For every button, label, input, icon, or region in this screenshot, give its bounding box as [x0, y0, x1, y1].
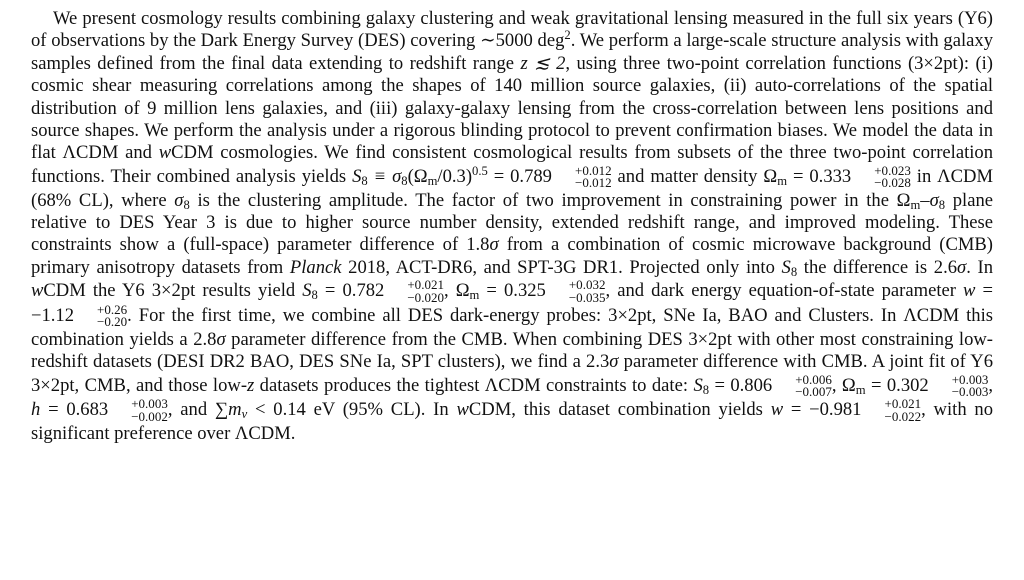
text: . In	[966, 256, 993, 278]
error-upper: +0.032	[568, 277, 606, 293]
error-lower: −0.007	[795, 383, 832, 399]
error-lower: −0.003	[951, 383, 989, 399]
subscript: 8	[401, 173, 408, 188]
text: and matter density Ω	[611, 165, 778, 187]
math-w: w	[31, 280, 44, 302]
math-S: S	[781, 256, 791, 278]
superscript: 2	[564, 28, 571, 43]
asymmetric-error	[930, 371, 989, 399]
text: , with no significant preference over ΛCDM.	[31, 399, 993, 445]
text: is the clustering amplitude. The factor of two improvement in constraining power in the Ω	[189, 189, 911, 211]
asymmetric-error	[553, 162, 612, 191]
subscript: m	[855, 382, 866, 397]
error-upper: +0.021	[407, 277, 444, 293]
math: –σ	[920, 189, 939, 211]
text: in ΛCDM (68% CL), where	[31, 165, 994, 211]
subscript: 8	[361, 173, 368, 188]
asymmetric-error	[109, 398, 168, 423]
math-S: S	[302, 280, 312, 302]
subscript: m	[469, 288, 480, 303]
asymmetric-error	[385, 279, 444, 304]
text: the difference is 2.6	[797, 256, 958, 278]
subscript: 8	[702, 382, 710, 397]
error-lower: −0.022	[884, 408, 922, 424]
error-upper: +0.003	[951, 371, 989, 387]
planck-italic: Planck	[289, 256, 342, 278]
math: ,	[988, 374, 994, 396]
subscript: m	[427, 173, 438, 188]
text: . We perform a large-scale structure analysis with galaxy samples defined from the final data extending to redshift range	[31, 30, 993, 74]
math-sigma: σ	[174, 189, 184, 211]
math-h: h	[31, 399, 41, 421]
math: = −1.12	[31, 280, 994, 326]
text: CDM, this dataset combination yields	[468, 399, 771, 421]
error-lower: −0.002	[131, 408, 168, 424]
subscript: 8	[938, 197, 946, 212]
text: parameter difference with CMB. A joint fit of Y6 3×2pt, CMB, and those low-	[31, 351, 993, 396]
text: < 0.14 eV (95% CL). In	[247, 399, 457, 421]
subscript: 8	[790, 264, 798, 279]
asymmetric-error	[773, 371, 832, 399]
asymmetric-error	[862, 398, 921, 423]
text: We present cosmology results combining galaxy clustering and weak gravitational lensing measured in the full six years (Y6) of observations by the Dark Energy Survey (DES) covering ∼5000 deg	[31, 8, 993, 52]
subscript: 8	[311, 288, 318, 303]
text: , using three two-point correlation functions (3×2pt): (i) cosmic shear measuring correlations among the shapes of 140 million source galaxies, (ii) auto-correlations of the spatial distribution of 9 million lens galaxies, and (iii) galaxy-galaxy lensing from the cross-correlation between lens positions and source shapes. We perform the analysis under a rigorous blinding protocol to prevent confirmation biases. We model the data in flat ΛCDM and	[31, 52, 993, 164]
math: = 0.806	[709, 374, 773, 396]
abstract-paragraph	[31, 8, 993, 445]
math-S: S	[352, 165, 362, 187]
math-sigma: σ	[957, 256, 967, 278]
text: datasets produces the tightest ΛCDM constraints to date:	[254, 374, 694, 396]
text: , and dark energy equation-of-state parameter	[605, 280, 964, 302]
error-lower: −0.012	[574, 175, 612, 191]
math: = 0.789	[487, 165, 552, 187]
error-upper: +0.006	[795, 371, 832, 387]
math-w: w	[963, 280, 976, 302]
error-lower: −0.020	[407, 289, 444, 305]
text: from a combination of cosmic microwave background (CMB) primary anisotropy datasets from	[31, 234, 994, 278]
asymmetric-error	[75, 301, 128, 330]
subscript-nu: ν	[241, 407, 248, 422]
math-m: m	[228, 399, 242, 421]
math-sigma: σ	[489, 234, 499, 256]
math-redshift-range: z ≲ 2	[520, 52, 566, 74]
error-upper: +0.26	[97, 301, 128, 317]
math: , Ω	[831, 374, 856, 396]
math: = 0.302	[865, 374, 929, 396]
subscript: m	[777, 173, 788, 188]
text: . For the first time, we combine all DES dark-energy probes: 3×2pt, SNe Ia, BAO and Clusters. In ΛCDM this combination yields a 2.8	[31, 304, 993, 350]
math-w: w	[158, 142, 172, 164]
math: , Ω	[443, 280, 470, 302]
text: CDM cosmologies. We find consistent cosmological results from subsets of the three two-point correlation functions. Their combined analysis yields	[31, 142, 993, 187]
text: 2018, ACT-DR6, and SPT-3G DR1. Projected only into	[341, 256, 782, 278]
subscript: 8	[183, 197, 190, 212]
text: , and ∑	[167, 399, 229, 421]
text: CDM the Y6 3×2pt results yield	[43, 280, 303, 302]
math-sigma: σ	[216, 328, 226, 350]
math-S: S	[693, 374, 703, 396]
error-upper: +0.012	[574, 162, 612, 178]
subscript: m	[910, 197, 921, 212]
math-z: z	[247, 374, 255, 396]
error-lower: −0.028	[874, 175, 911, 191]
math: = −0.981	[783, 399, 862, 421]
error-upper: +0.021	[884, 396, 922, 412]
math: (Ω	[407, 165, 428, 187]
math-w: w	[770, 399, 784, 421]
math: = 0.782	[317, 280, 385, 302]
error-lower: −0.20	[97, 314, 128, 330]
asymmetric-error	[852, 162, 911, 191]
math: /0.3)	[437, 165, 473, 187]
math-sigma: σ	[609, 351, 619, 373]
asymmetric-error	[547, 279, 606, 304]
error-lower: −0.035	[568, 289, 606, 305]
math: = 0.683	[40, 399, 109, 421]
text: parameter difference from the CMB. When combining DES 3×2pt with other most constraining low-redshift datasets (DESI DR2 BAO, DES SNe Ia, SPT clusters), we find a 2.3	[31, 328, 993, 373]
superscript: 0.5	[472, 163, 488, 178]
error-upper: +0.023	[874, 162, 911, 178]
math: ≡ σ	[367, 165, 402, 187]
math: = 0.325	[479, 280, 546, 302]
text: plane relative to DES Year 3 is due to higher source number density, extended redshift range, and improved modeling. These constraints show a (full-space) parameter difference of 1.8	[31, 189, 993, 256]
error-upper: +0.003	[131, 396, 168, 412]
math-w: w	[456, 399, 469, 421]
math: = 0.333	[787, 165, 852, 187]
